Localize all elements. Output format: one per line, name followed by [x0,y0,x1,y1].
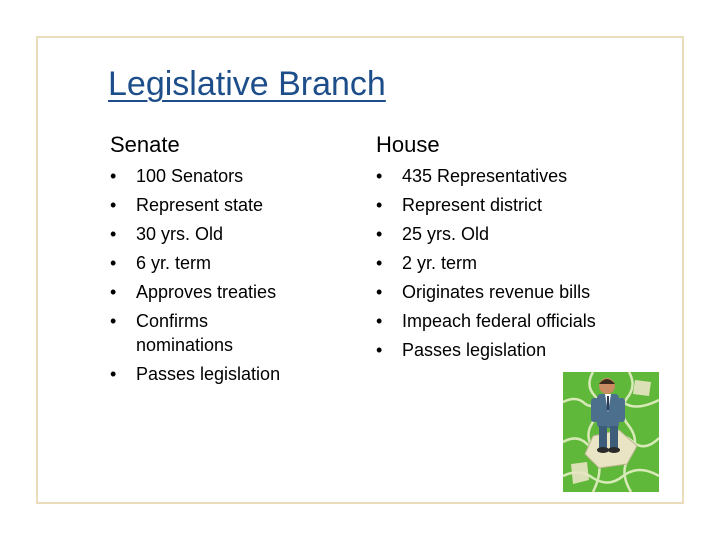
list-item [110,309,276,357]
list-item [110,251,330,275]
bullet-icon: • [376,224,383,244]
list-item-text: Represent district [402,195,543,215]
list-item-text: Confirms nominations [136,311,234,355]
list-item-text: Impeach federal officials [402,311,596,331]
senate-list [110,164,330,391]
list-item [110,280,330,304]
bullet-icon: • [376,195,383,215]
house-list [376,164,676,367]
list-item-text: Passes legislation [136,364,281,384]
bullet-icon: • [376,282,383,302]
bullet-icon: • [110,224,117,244]
list-item-text: 6 yr. term [136,253,212,273]
list-item-text: 2 yr. term [402,253,478,273]
bullet-icon: • [110,195,117,215]
list-item-text: 435 Representatives [402,166,568,186]
list-item [376,251,676,275]
senate-heading: Senate [110,132,180,157]
bullet-icon: • [110,364,117,384]
list-item [376,280,676,304]
list-item [110,362,330,386]
list-item [376,338,676,362]
list-item-text: 30 yrs. Old [136,224,224,244]
bullet-icon: • [376,166,383,186]
list-item [376,222,676,246]
list-item-text: 25 yrs. Old [402,224,490,244]
bullet-icon: • [376,253,383,273]
bullet-icon: • [110,282,117,302]
list-item [376,309,676,333]
list-item-text: Represent state [136,195,264,215]
businessman-on-puzzle-icon [563,372,659,492]
bullet-icon: • [376,340,383,360]
list-item-text: Passes legislation [402,340,547,360]
list-item [110,164,330,188]
list-item [376,164,676,188]
list-item-text: Approves treaties [136,282,277,302]
list-item [110,222,330,246]
bullet-icon: • [376,311,383,331]
slide-title: Legislative Branch [108,65,386,103]
list-item [376,193,676,217]
bullet-icon: • [110,166,117,186]
list-item-text: 100 Senators [136,166,244,186]
bullet-icon: • [110,311,117,331]
list-item [110,193,330,217]
bullet-icon: • [110,253,117,273]
list-item-text: Originates revenue bills [402,282,591,302]
house-heading: House [376,132,440,157]
